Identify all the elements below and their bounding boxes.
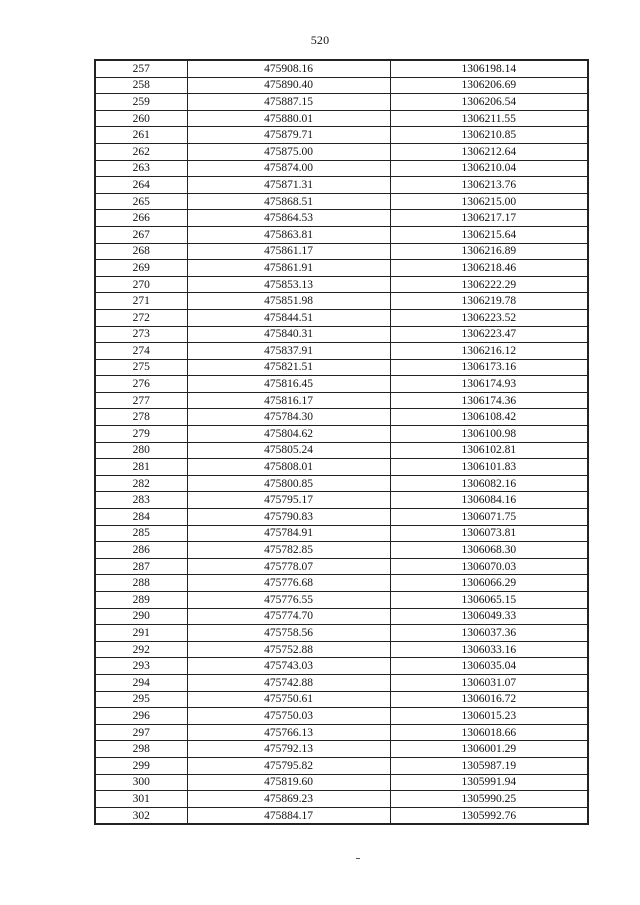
x-coordinate-cell: 475782.85 (187, 542, 390, 559)
point-number-cell: 267 (95, 226, 187, 243)
table-row (95, 94, 588, 111)
table-row (95, 542, 588, 559)
table-row (95, 625, 588, 642)
table-row (95, 658, 588, 675)
x-coordinate-cell: 475795.82 (187, 757, 390, 774)
x-coordinate-cell: 475880.01 (187, 110, 390, 127)
x-coordinate-cell: 475887.15 (187, 94, 390, 111)
point-number-cell: 263 (95, 160, 187, 177)
point-number-cell: 294 (95, 674, 187, 691)
point-number-cell: 301 (95, 791, 187, 808)
point-number-cell: 273 (95, 326, 187, 343)
table-row (95, 77, 588, 94)
point-number-cell: 266 (95, 210, 187, 227)
table-row (95, 276, 588, 293)
point-number-cell: 280 (95, 442, 187, 459)
point-number-cell: 296 (95, 708, 187, 725)
y-coordinate-cell: 1305990.25 (390, 791, 588, 808)
table-row (95, 376, 588, 393)
y-coordinate-cell: 1306222.29 (390, 276, 588, 293)
x-coordinate-cell: 475821.51 (187, 359, 390, 376)
table-row (95, 492, 588, 509)
table-row (95, 691, 588, 708)
y-coordinate-cell: 1306102.81 (390, 442, 588, 459)
x-coordinate-cell: 475776.68 (187, 575, 390, 592)
y-coordinate-cell: 1306070.03 (390, 558, 588, 575)
table-row (95, 757, 588, 774)
point-number-cell: 300 (95, 774, 187, 791)
table-row (95, 442, 588, 459)
point-number-cell: 262 (95, 143, 187, 160)
y-coordinate-cell: 1306068.30 (390, 542, 588, 559)
x-coordinate-cell: 475774.70 (187, 608, 390, 625)
y-coordinate-cell: 1306018.66 (390, 724, 588, 741)
x-coordinate-cell: 475784.91 (187, 525, 390, 542)
x-coordinate-cell: 475776.55 (187, 592, 390, 609)
point-number-cell: 265 (95, 193, 187, 210)
point-number-cell: 285 (95, 525, 187, 542)
y-coordinate-cell: 1306174.36 (390, 392, 588, 409)
x-coordinate-cell: 475816.17 (187, 392, 390, 409)
x-coordinate-cell: 475864.53 (187, 210, 390, 227)
point-number-cell: 289 (95, 592, 187, 609)
table-row (95, 226, 588, 243)
y-coordinate-cell: 1306174.93 (390, 376, 588, 393)
point-number-cell: 275 (95, 359, 187, 376)
y-coordinate-cell: 1306037.36 (390, 625, 588, 642)
y-coordinate-cell: 1306211.55 (390, 110, 588, 127)
y-coordinate-cell: 1306217.17 (390, 210, 588, 227)
table-row (95, 724, 588, 741)
y-coordinate-cell: 1306213.76 (390, 177, 588, 194)
coordinates-table-body (95, 60, 588, 824)
point-number-cell: 297 (95, 724, 187, 741)
x-coordinate-cell: 475853.13 (187, 276, 390, 293)
table-row (95, 160, 588, 177)
y-coordinate-cell: 1306210.04 (390, 160, 588, 177)
point-number-cell: 258 (95, 77, 187, 94)
y-coordinate-cell: 1306215.64 (390, 226, 588, 243)
table-row (95, 741, 588, 758)
x-coordinate-cell: 475890.40 (187, 77, 390, 94)
table-row (95, 475, 588, 492)
x-coordinate-cell: 475874.00 (187, 160, 390, 177)
table-row (95, 293, 588, 310)
y-coordinate-cell: 1306001.29 (390, 741, 588, 758)
point-number-cell: 264 (95, 177, 187, 194)
x-coordinate-cell: 475808.01 (187, 459, 390, 476)
y-coordinate-cell: 1306223.47 (390, 326, 588, 343)
y-coordinate-cell: 1306084.16 (390, 492, 588, 509)
table-row (95, 525, 588, 542)
x-coordinate-cell: 475805.24 (187, 442, 390, 459)
x-coordinate-cell: 475790.83 (187, 509, 390, 526)
table-row (95, 509, 588, 526)
x-coordinate-cell: 475861.91 (187, 260, 390, 277)
y-coordinate-cell: 1306049.33 (390, 608, 588, 625)
table-row (95, 127, 588, 144)
y-coordinate-cell: 1305991.94 (390, 774, 588, 791)
table-row (95, 807, 588, 824)
y-coordinate-cell: 1306082.16 (390, 475, 588, 492)
table-row (95, 392, 588, 409)
point-number-cell: 271 (95, 293, 187, 310)
x-coordinate-cell: 475851.98 (187, 293, 390, 310)
y-coordinate-cell: 1306065.15 (390, 592, 588, 609)
table-row (95, 426, 588, 443)
table-row (95, 791, 588, 808)
x-coordinate-cell: 475758.56 (187, 625, 390, 642)
point-number-cell: 279 (95, 426, 187, 443)
page-number: 520 (310, 33, 330, 47)
y-coordinate-cell: 1306219.78 (390, 293, 588, 310)
point-number-cell: 292 (95, 641, 187, 658)
y-coordinate-cell: 1306101.83 (390, 459, 588, 476)
x-coordinate-cell: 475868.51 (187, 193, 390, 210)
x-coordinate-cell: 475844.51 (187, 309, 390, 326)
y-coordinate-cell: 1306206.69 (390, 77, 588, 94)
x-coordinate-cell: 475879.71 (187, 127, 390, 144)
x-coordinate-cell: 475800.85 (187, 475, 390, 492)
point-number-cell: 299 (95, 757, 187, 774)
point-number-cell: 272 (95, 309, 187, 326)
table-row (95, 110, 588, 127)
point-number-cell: 257 (95, 60, 187, 77)
y-coordinate-cell: 1306108.42 (390, 409, 588, 426)
x-coordinate-cell: 475869.23 (187, 791, 390, 808)
point-number-cell: 284 (95, 509, 187, 526)
x-coordinate-cell: 475819.60 (187, 774, 390, 791)
point-number-cell: 298 (95, 741, 187, 758)
x-coordinate-cell: 475742.88 (187, 674, 390, 691)
table-row (95, 193, 588, 210)
y-coordinate-cell: 1306216.12 (390, 343, 588, 360)
y-coordinate-cell: 1306100.98 (390, 426, 588, 443)
x-coordinate-cell: 475837.91 (187, 343, 390, 360)
y-coordinate-cell: 1306218.46 (390, 260, 588, 277)
point-number-cell: 270 (95, 276, 187, 293)
x-coordinate-cell: 475816.45 (187, 376, 390, 393)
table-row (95, 343, 588, 360)
y-coordinate-cell: 1306215.00 (390, 193, 588, 210)
y-coordinate-cell: 1306223.52 (390, 309, 588, 326)
point-number-cell: 259 (95, 94, 187, 111)
point-number-cell: 283 (95, 492, 187, 509)
y-coordinate-cell: 1306066.29 (390, 575, 588, 592)
x-coordinate-cell: 475743.03 (187, 658, 390, 675)
table-row (95, 708, 588, 725)
point-number-cell: 277 (95, 392, 187, 409)
y-coordinate-cell: 1306210.85 (390, 127, 588, 144)
x-coordinate-cell: 475778.07 (187, 558, 390, 575)
table-row (95, 409, 588, 426)
y-coordinate-cell: 1305987.19 (390, 757, 588, 774)
table-row (95, 309, 588, 326)
point-number-cell: 278 (95, 409, 187, 426)
x-coordinate-cell: 475875.00 (187, 143, 390, 160)
x-coordinate-cell: 475795.17 (187, 492, 390, 509)
point-number-cell: 276 (95, 376, 187, 393)
x-coordinate-cell: 475766.13 (187, 724, 390, 741)
point-number-cell: 287 (95, 558, 187, 575)
y-coordinate-cell: 1306015.23 (390, 708, 588, 725)
x-coordinate-cell: 475792.13 (187, 741, 390, 758)
x-coordinate-cell: 475750.61 (187, 691, 390, 708)
point-number-cell: 290 (95, 608, 187, 625)
point-number-cell: 260 (95, 110, 187, 127)
point-number-cell: 261 (95, 127, 187, 144)
y-coordinate-cell: 1306206.54 (390, 94, 588, 111)
point-number-cell: 293 (95, 658, 187, 675)
table-row (95, 60, 588, 77)
x-coordinate-cell: 475884.17 (187, 807, 390, 824)
table-row (95, 558, 588, 575)
y-coordinate-cell: 1306073.81 (390, 525, 588, 542)
table-row (95, 575, 588, 592)
y-coordinate-cell: 1306016.72 (390, 691, 588, 708)
y-coordinate-cell: 1306212.64 (390, 143, 588, 160)
x-coordinate-cell: 475863.81 (187, 226, 390, 243)
point-number-cell: 281 (95, 459, 187, 476)
x-coordinate-cell: 475752.88 (187, 641, 390, 658)
y-coordinate-cell: 1306198.14 (390, 60, 588, 77)
table-row (95, 143, 588, 160)
point-number-cell: 268 (95, 243, 187, 260)
coordinates-table (94, 59, 589, 825)
x-coordinate-cell: 475908.16 (187, 60, 390, 77)
point-number-cell: 288 (95, 575, 187, 592)
footer-mark (356, 858, 360, 859)
point-number-cell: 274 (95, 343, 187, 360)
table-row (95, 210, 588, 227)
point-number-cell: 269 (95, 260, 187, 277)
x-coordinate-cell: 475840.31 (187, 326, 390, 343)
table-row (95, 459, 588, 476)
point-number-cell: 286 (95, 542, 187, 559)
table-row (95, 359, 588, 376)
y-coordinate-cell: 1306035.04 (390, 658, 588, 675)
y-coordinate-cell: 1306216.89 (390, 243, 588, 260)
table-row (95, 608, 588, 625)
table-row (95, 774, 588, 791)
point-number-cell: 295 (95, 691, 187, 708)
table-row (95, 592, 588, 609)
y-coordinate-cell: 1306173.16 (390, 359, 588, 376)
point-number-cell: 302 (95, 807, 187, 824)
y-coordinate-cell: 1305992.76 (390, 807, 588, 824)
y-coordinate-cell: 1306071.75 (390, 509, 588, 526)
point-number-cell: 291 (95, 625, 187, 642)
x-coordinate-cell: 475784.30 (187, 409, 390, 426)
x-coordinate-cell: 475804.62 (187, 426, 390, 443)
table-row (95, 326, 588, 343)
table-row (95, 243, 588, 260)
table-row (95, 641, 588, 658)
y-coordinate-cell: 1306031.07 (390, 674, 588, 691)
table-row (95, 674, 588, 691)
table-row (95, 260, 588, 277)
point-number-cell: 282 (95, 475, 187, 492)
x-coordinate-cell: 475871.31 (187, 177, 390, 194)
table-row (95, 177, 588, 194)
y-coordinate-cell: 1306033.16 (390, 641, 588, 658)
x-coordinate-cell: 475750.03 (187, 708, 390, 725)
x-coordinate-cell: 475861.17 (187, 243, 390, 260)
